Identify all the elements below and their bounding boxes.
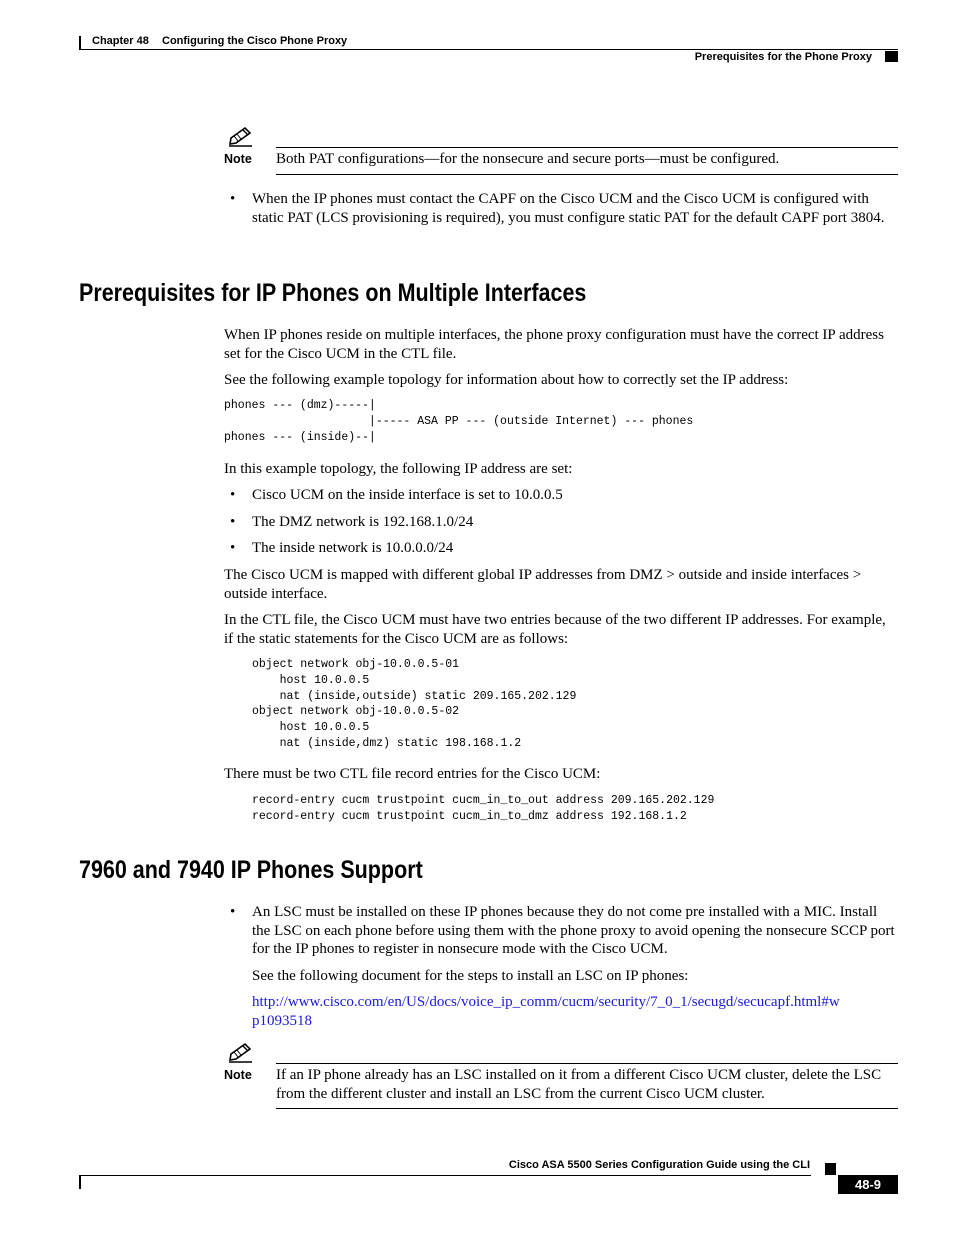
note-top-rule <box>276 147 898 148</box>
record-code-block: record-entry cucm trustpoint cucm_in_to_out address 209.165.202.129 record-entry cucm trustpoint cucm_in_to_dmz address 192.168.1.2 <box>252 794 715 823</box>
paragraph: The Cisco UCM is mapped with different global IP addresses from DMZ > outside and inside interfaces > outside interface. <box>224 567 862 602</box>
bullet-marker: • <box>230 487 236 503</box>
header-left-rule <box>79 36 81 49</box>
note-bottom-rule <box>276 1108 898 1109</box>
note-top-rule <box>276 1063 898 1064</box>
header-section-title: Prerequisites for the Phone Proxy <box>694 51 872 63</box>
header-rule <box>79 49 898 50</box>
note-text: Both PAT configurations—for the nonsecure and secure ports—must be configured. <box>276 151 780 167</box>
paragraph: There must be two CTL file record entries for the Cisco UCM: <box>224 766 601 782</box>
note-label: Note <box>224 152 252 166</box>
paragraph: In this example topology, the following IP address are set: <box>224 461 573 477</box>
paragraph: When IP phones reside on multiple interfaces, the phone proxy configuration must have the correct IP address set for the Cisco UCM in the CTL file. <box>224 327 884 362</box>
footer-rule <box>79 1175 811 1176</box>
config-code-block: object network obj-10.0.0.5-01 host 10.0.0.5 nat (inside,outside) static 209.165.202.129 object network obj-10.0.0.5-02 host 10.0.0.5 nat (inside,dmz) static 198.168.1.2 <box>252 658 577 750</box>
header-chapter-title: Configuring the Cisco Phone Proxy <box>162 35 348 47</box>
bullet-marker: • <box>230 904 236 920</box>
list-item: An LSC must be installed on these IP phones because they do not come pre installed with a MIC. Install the LSC on each phone before using them with the phone proxy to avoid opening the nonsecure SCCP port for the IP phones to register in nonsecure mode with the Cisco UCM. <box>252 904 895 957</box>
footer-marker <box>825 1163 836 1175</box>
pencil-icon <box>228 125 254 147</box>
document-link[interactable]: http://www.cisco.com/en/US/docs/voice_ip_comm/cucm/security/7_0_1/secugd/secucapf.html#w <box>252 994 840 1010</box>
bullet-marker: • <box>230 540 236 556</box>
note-bottom-rule <box>276 174 898 175</box>
note-label: Note <box>224 1068 252 1082</box>
pencil-icon <box>228 1041 254 1063</box>
footer-left-rule <box>79 1176 81 1189</box>
header-chapter: Chapter 48 <box>92 35 149 47</box>
note-text: If an IP phone already has an LSC installed on it from a different Cisco UCM cluster, delete the LSC from the different cluster and install an LSC from the current Cisco UCM cluster. <box>276 1067 882 1102</box>
section-heading: 7960 and 7940 IP Phones Support <box>79 856 423 884</box>
bullet-marker: • <box>230 191 236 207</box>
list-item: The inside network is 10.0.0.0/24 <box>252 540 454 556</box>
paragraph: See the following example topology for information about how to correctly set the IP address: <box>224 372 789 388</box>
list-item: The DMZ network is 192.168.1.0/24 <box>252 514 474 530</box>
topology-code-block: phones --- (dmz)-----| |----- ASA PP --- (outside Internet) --- phones phones --- (inside)--| <box>224 399 694 444</box>
bullet-marker: • <box>230 514 236 530</box>
paragraph: In the CTL file, the Cisco UCM must have two entries because of the two different IP addresses. For example, if the static statements for the Cisco UCM are as follows: <box>224 612 886 647</box>
list-item: Cisco UCM on the inside interface is set to 10.0.0.5 <box>252 487 563 503</box>
document-link-continued[interactable]: p1093518 <box>252 1013 312 1029</box>
page-number: 48-9 <box>838 1175 898 1194</box>
footer-guide-title: Cisco ASA 5500 Series Configuration Guide using the CLI <box>508 1159 810 1171</box>
list-item: When the IP phones must contact the CAPF on the Cisco UCM and the Cisco UCM is configured with static PAT (LCS provisioning is required), you must configure static PAT for the default CAPF port 3804. <box>252 191 885 226</box>
header-marker <box>885 51 898 62</box>
section-heading: Prerequisites for IP Phones on Multiple Interfaces <box>79 279 587 307</box>
paragraph: See the following document for the steps to install an LSC on IP phones: <box>252 968 689 984</box>
